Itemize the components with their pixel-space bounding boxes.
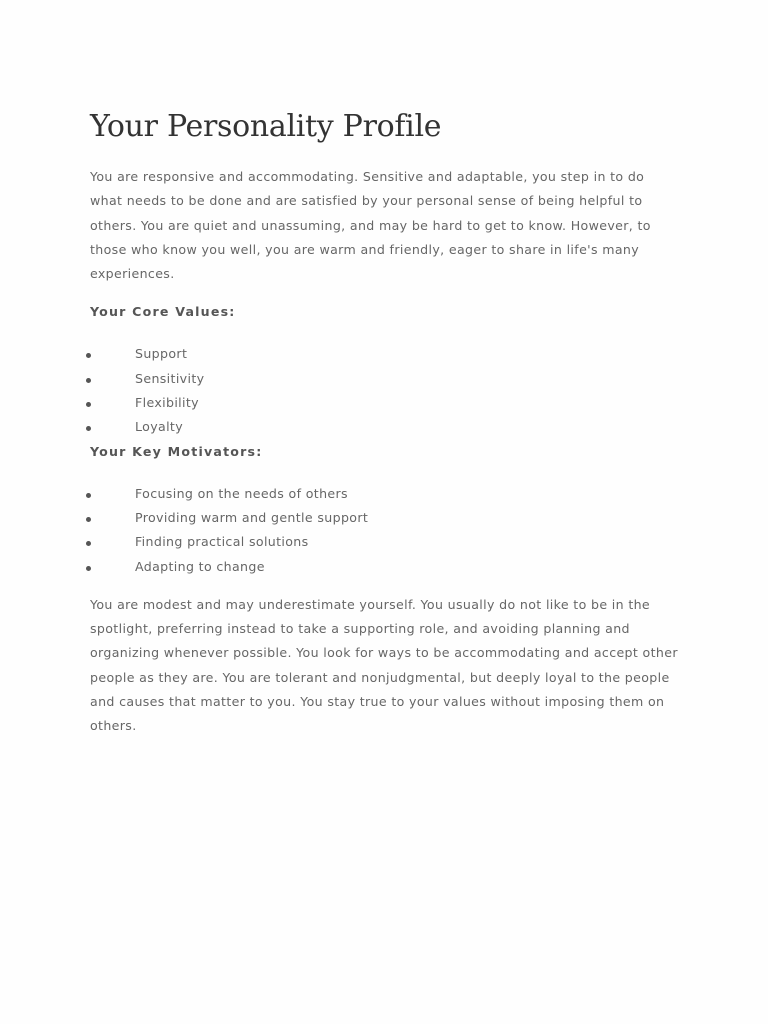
key-motivators-heading: Your Key Motivators:: [90, 443, 263, 459]
core-values-heading: Your Core Values:: [90, 304, 236, 320]
closing-paragraph: You are modest and may underestimate yourself. You usually do not like to be in the spotlight, preferring instead to take a supporting role, and avoiding planning and organizing whenever possible. You look for ways to be accommodating and accept other people as they are. You are tolerant and nonjudgmental, but deeply loyal to the people and causes that matter to you. You stay true to your values without imposing them on others.: [90, 596, 678, 734]
bullet-icon: [86, 402, 91, 407]
bullet-icon: [86, 353, 91, 358]
intro-paragraph: You are responsive and accommodating. Sensitive and adaptable, you step in to do what needs to be done and are satisfied by your personal sense of being helpful to others. You are quiet and unassuming, and may be hard to get to know. However, to those who know you well, you are warm and friendly, eager to share in life's many experiences.: [90, 169, 651, 282]
list-item: [90, 367, 680, 391]
list-item: [90, 391, 680, 415]
list-item-label: Adapting to change: [135, 558, 265, 574]
key-motivators-list: [90, 482, 680, 579]
list-item-label: Finding practical solutions: [135, 534, 309, 550]
list-item: [90, 555, 680, 579]
bullet-icon: [86, 517, 91, 522]
list-item-label: Focusing on the needs of others: [135, 485, 348, 501]
list-item: [90, 482, 680, 506]
list-item: [90, 506, 680, 530]
core-values-list: [90, 342, 680, 439]
list-item: [90, 530, 680, 554]
page-title: Your Personality Profile: [90, 109, 442, 144]
list-item-label: Sensitivity: [135, 370, 205, 386]
bullet-icon: [86, 493, 91, 498]
list-item: [90, 415, 680, 439]
list-item-label: Support: [135, 346, 188, 362]
list-item-label: Providing warm and gentle support: [135, 509, 369, 525]
personality-profile-document: [90, 106, 680, 739]
bullet-icon: [86, 541, 91, 546]
bullet-icon: [86, 426, 91, 431]
bullet-icon: [86, 378, 91, 383]
list-item-label: Loyalty: [135, 419, 184, 435]
list-item: [90, 342, 680, 366]
bullet-icon: [86, 566, 91, 571]
list-item-label: Flexibility: [135, 395, 199, 411]
